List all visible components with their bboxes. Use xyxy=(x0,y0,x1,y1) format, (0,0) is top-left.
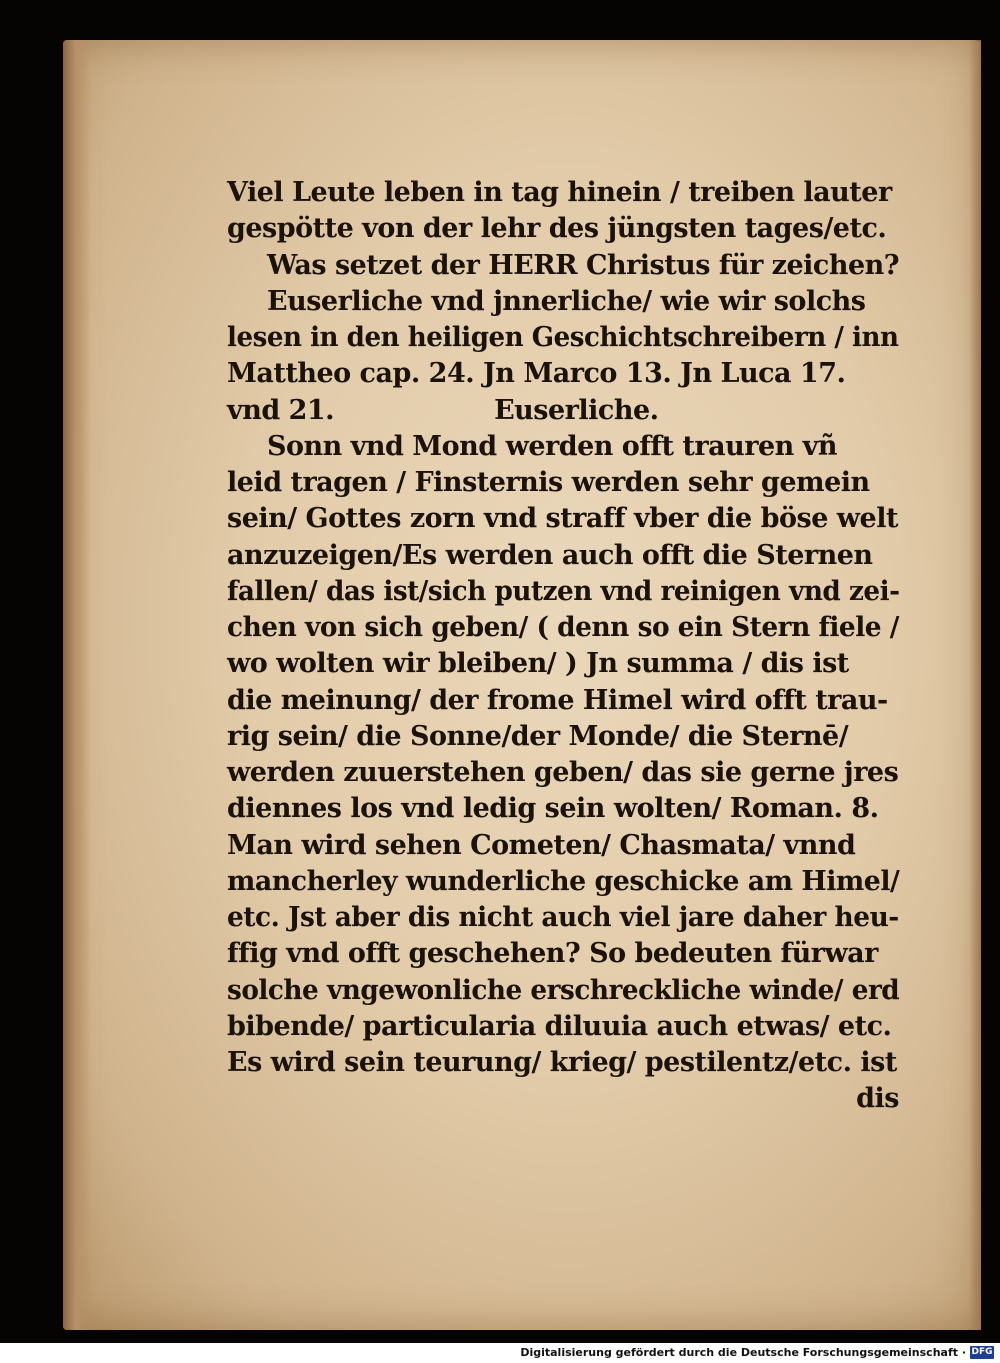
section-heading: Euserliche. xyxy=(494,394,659,426)
text-line: solche vngewonliche erschreckliche winde/ erd xyxy=(227,974,900,1006)
text-line: die meinung/ der frome Himel wird offt trau- xyxy=(227,684,888,716)
text-line: diennes los vnd ledig sein wolten/ Roman. 8. xyxy=(227,793,879,825)
text-line: fallen/ das ist/sich putzen vnd reinigen vnd zei- xyxy=(227,575,900,607)
text-line: lesen in den heiligen Geschichtschreibern / inn xyxy=(227,322,899,353)
text-line-with-heading xyxy=(227,393,899,429)
page-text-block xyxy=(227,175,899,1118)
text-line: Was setzet der HERR Christus für zeichen? xyxy=(266,249,900,281)
text-line: Es wird sein teurung/ krieg/ pestilentz/etc. ist xyxy=(227,1047,897,1078)
text-line: ffig vnd offt geschehen? So bedeuten fürwar xyxy=(227,938,878,970)
text-line: werden zuuerstehen geben/ das sie gerne jres xyxy=(227,757,899,788)
text-line: rig sein/ die Sonne/der Monde/ die Sternē/ xyxy=(227,720,849,752)
text-line: chen von sich geben/ ( denn so ein Stern fiele / xyxy=(227,612,899,643)
text-line: bibende/ particularia diluuia auch etwas/ etc. xyxy=(227,1010,892,1042)
text-line: Sonn vnd Mond werden offt trauren vñ xyxy=(267,430,837,462)
text-line: Viel Leute leben in tag hinein / treiben lauter xyxy=(227,177,892,208)
text-line: Mattheo cap. 24. Jn Marco 13. Jn Luca 17. xyxy=(227,358,846,390)
funding-credit: Digitalisierung gefördert durch die Deutsche Forschungsgemeinschaft · xyxy=(520,1346,966,1359)
text-line: etc. Jst aber dis nicht auch viel jare daher heu- xyxy=(227,902,899,933)
page-edge-shadow xyxy=(969,40,981,1330)
text-line: wo wolten wir bleiben/ ) Jn summa / dis ist xyxy=(227,648,849,680)
text-line: gespötte von der lehr des jüngsten tages/etc. xyxy=(227,213,887,245)
text-line: anzuzeigen/Es werden auch offt die Sternen xyxy=(227,539,873,571)
text-line: Man wird sehen Cometen/ Chasmata/ vnnd xyxy=(227,829,856,861)
page-gutter-shadow xyxy=(63,40,91,1330)
text-line: vnd 21. xyxy=(227,394,335,426)
text-line: Euserliche vnd jnnerliche/ wie wir solchs xyxy=(267,285,866,317)
text-line: leid tragen / Finsternis werden sehr gemein xyxy=(227,467,870,498)
text-line: mancherley wunderliche geschicke am Himel/ xyxy=(227,865,900,897)
digitization-footer xyxy=(0,1343,1000,1363)
catchword: dis xyxy=(856,1083,899,1115)
dfg-logo-icon: DFG xyxy=(971,1347,993,1357)
text-line: sein/ Gottes zorn vnd straff vber die böse welt xyxy=(227,503,898,535)
